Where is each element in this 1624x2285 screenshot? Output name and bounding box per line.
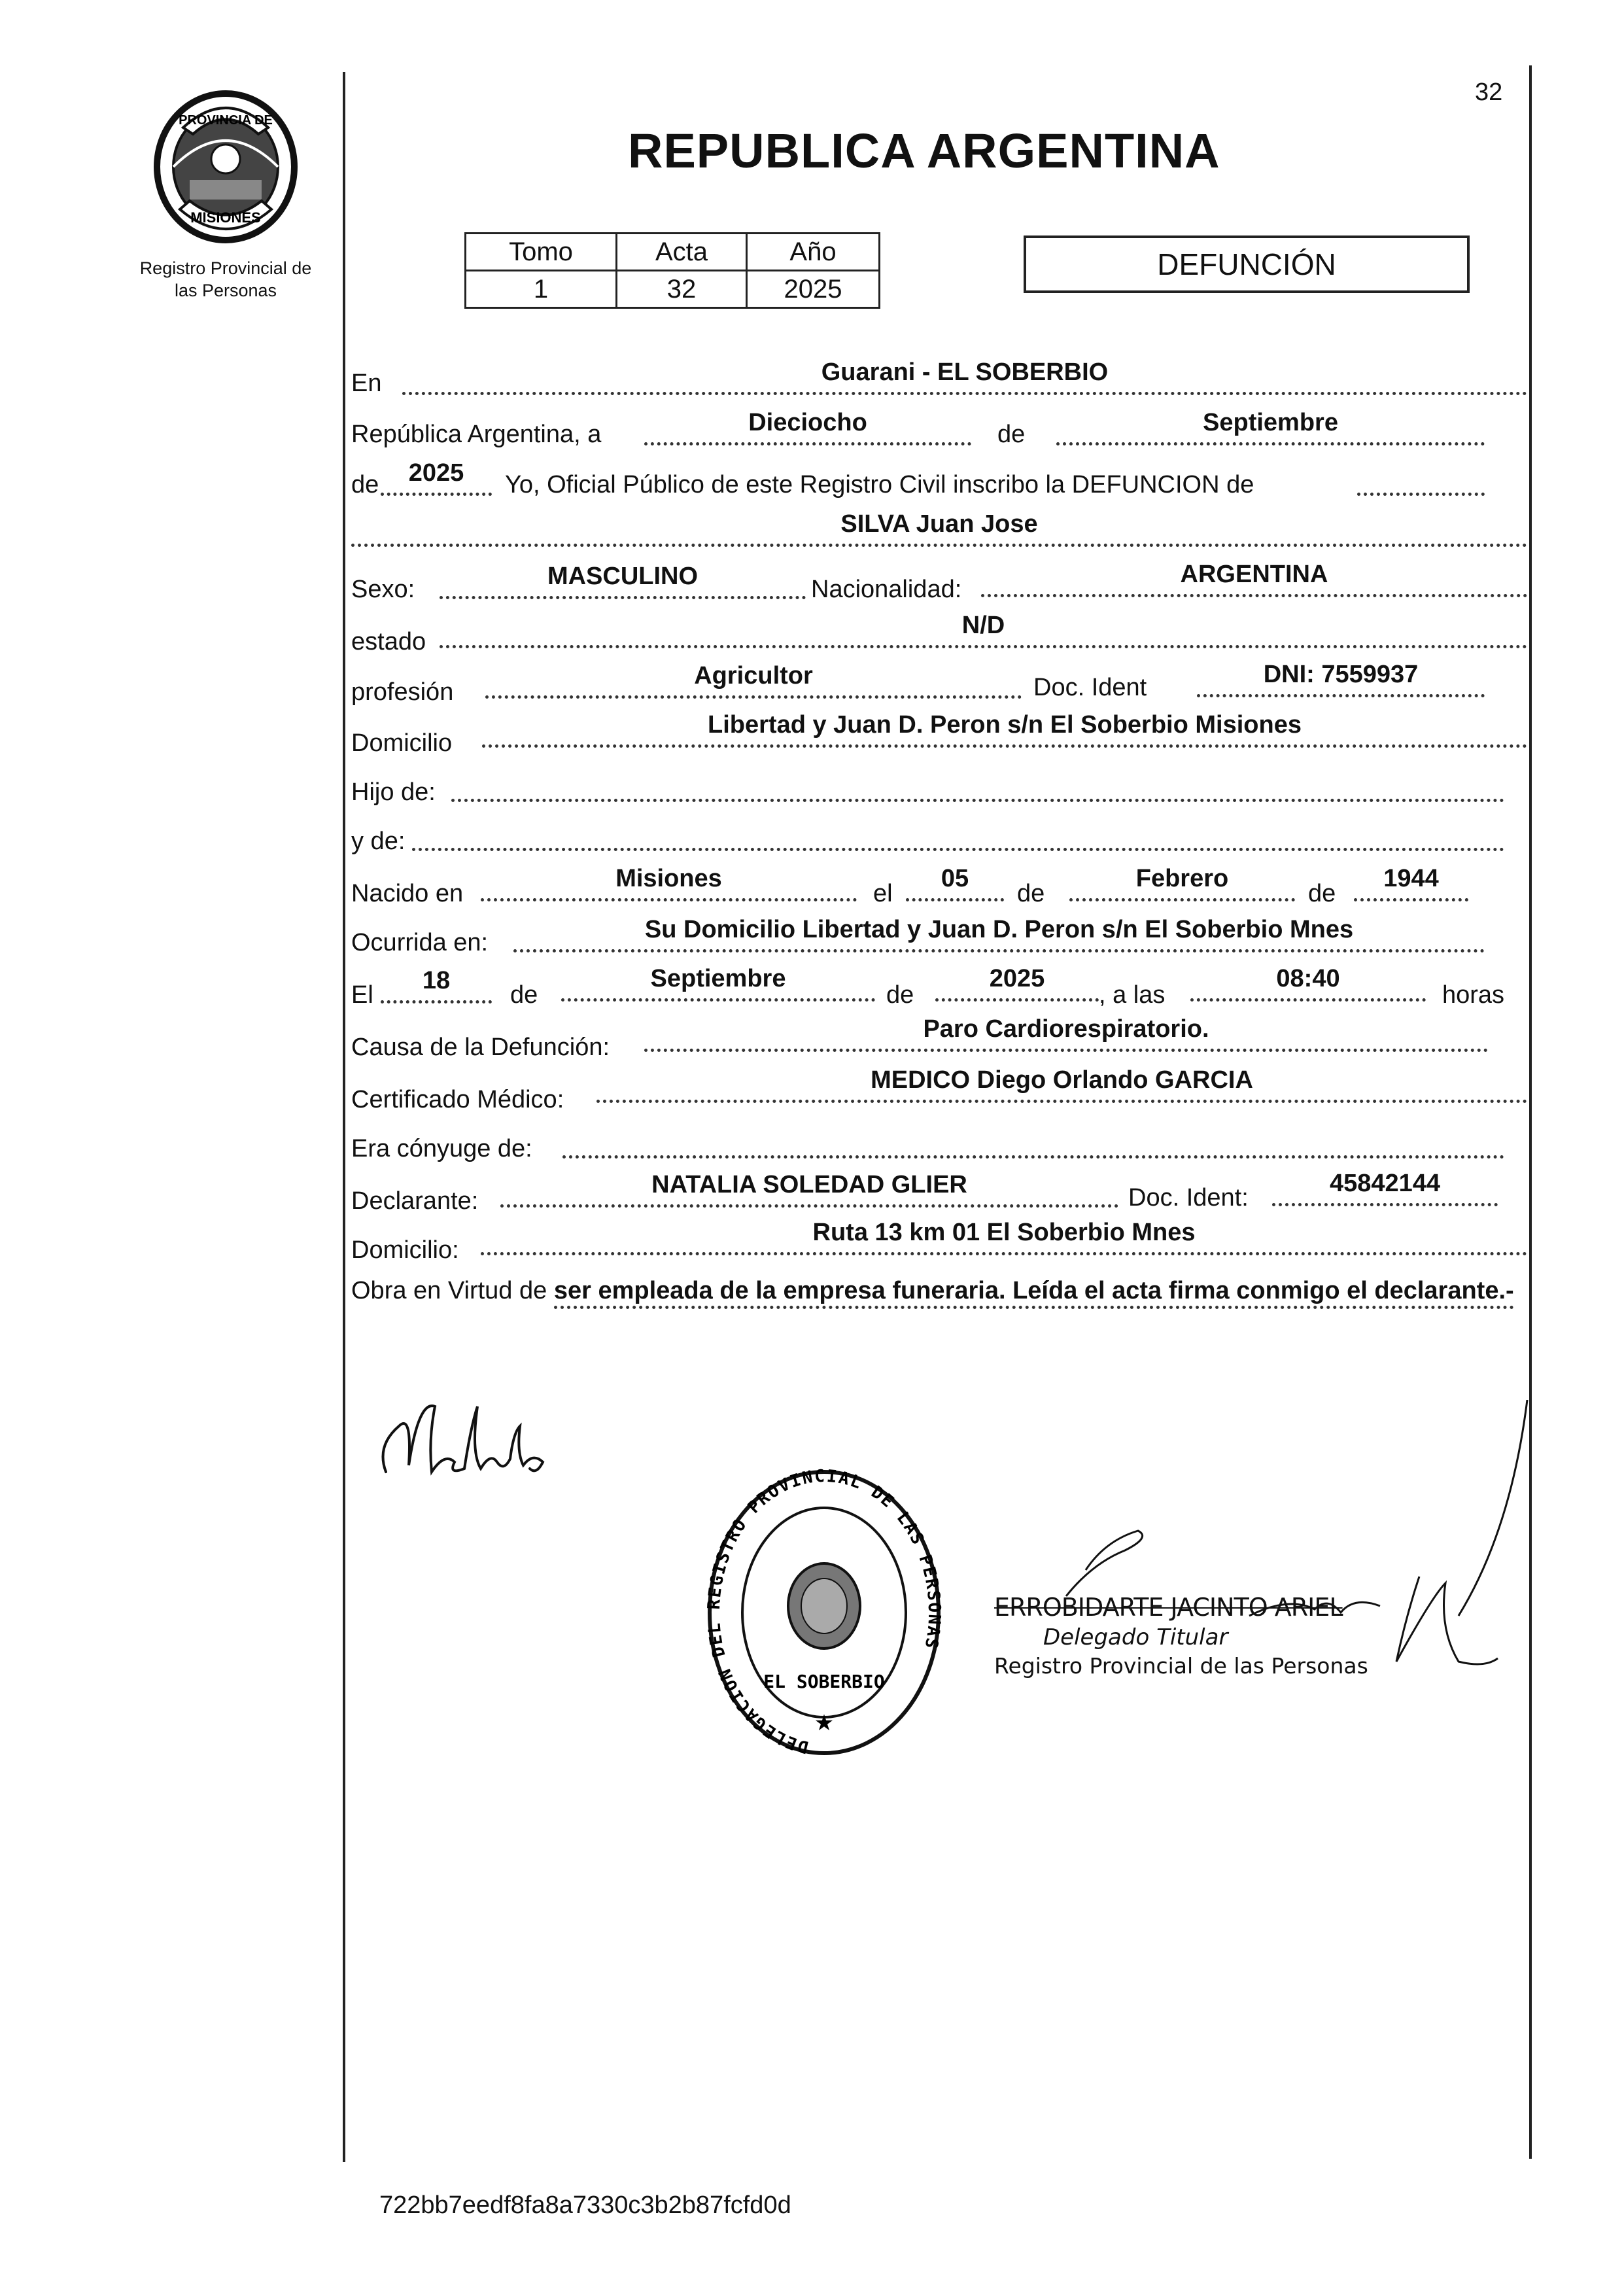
field-profesion: Agricultor: [485, 662, 1022, 699]
field-declarante-domicilio: Ruta 13 km 01 El Soberbio Mnes: [481, 1219, 1527, 1255]
field-ocurrida-en: Su Domicilio Libertad y Juan D. Peron s/n El Soberbio Mnes: [513, 916, 1485, 952]
right-margin-line: [1529, 65, 1532, 2159]
tomo-value: 1: [466, 271, 617, 308]
page-number: 32: [1475, 78, 1503, 106]
field-lugar: Guarani - EL SOBERBIO: [402, 358, 1527, 395]
obra-en-virtud: [351, 1272, 1529, 1309]
field-estado: N/D: [440, 612, 1527, 648]
field-mes: Septiembre: [1056, 409, 1485, 445]
document-type-box: DEFUNCIÓN: [1024, 235, 1470, 293]
field-nombre: SILVA Juan Jose: [351, 510, 1527, 547]
field-nac-dia: 05: [906, 865, 1004, 901]
label-a-las: , a las: [1099, 981, 1166, 1009]
label-causa: Causa de la Defunción:: [351, 1034, 610, 1061]
field-dia: Dieciocho: [644, 409, 971, 445]
label-republica: República Argentina, a: [351, 421, 602, 448]
svg-text:EL SOBERBIO: EL SOBERBIO: [763, 1671, 885, 1692]
field-certificado: MEDICO Diego Orlando GARCIA: [596, 1066, 1527, 1103]
anio-value: 2025: [747, 271, 880, 308]
tomo-header: Tomo: [466, 234, 617, 271]
label-declarante: Declarante:: [351, 1187, 479, 1215]
field-causa: Paro Cardiorespiratorio.: [644, 1015, 1488, 1052]
registry-label: Registro Provincial de las Personas: [139, 258, 312, 300]
official-name: ERROBIDARTE JACINTO ARIEL: [994, 1593, 1343, 1622]
svg-text:MISIONES: MISIONES: [190, 209, 261, 226]
label-obra: Obra en Virtud de: [351, 1277, 547, 1304]
label-certificado: Certificado Médico:: [351, 1086, 564, 1113]
label-nacionalidad: Nacionalidad:: [811, 576, 962, 603]
label-sexo: Sexo:: [351, 576, 415, 603]
field-obra: ser empleada de la empresa funeraria. Leída el acta firma conmigo el declarante.-: [554, 1277, 1514, 1309]
page-title: REPUBLICA ARGENTINA: [628, 124, 1220, 178]
official-org: Registro Provincial de las Personas: [994, 1653, 1368, 1679]
field-anio: 2025: [381, 459, 492, 496]
misiones-province-logo: [144, 88, 307, 245]
label-estado: estado: [351, 628, 426, 655]
acta-value: 32: [617, 271, 747, 308]
field-declarante-doc: 45842144: [1272, 1170, 1498, 1206]
document-hash: 722bb7eedf8fa8a7330c3b2b87fcfd0d: [379, 2191, 791, 2219]
field-anio-tail: [1357, 459, 1485, 496]
label-y-de: y de:: [351, 828, 406, 855]
official-role: Delegado Titular: [1043, 1624, 1228, 1650]
label-domicilio-declarante: Domicilio:: [351, 1236, 459, 1264]
label-ocurrida-en: Ocurrida en:: [351, 929, 489, 956]
label-doc-ident-declarante: Doc. Ident:: [1128, 1184, 1249, 1212]
declarant-signature: [373, 1387, 569, 1495]
label-de-def-mes: de: [510, 981, 538, 1009]
label-de-def-anio: de: [886, 981, 914, 1009]
field-domicilio: Libertad y Juan D. Peron s/n El Soberbio Misiones: [482, 711, 1527, 748]
field-sexo: MASCULINO: [440, 563, 806, 599]
field-declarante: NATALIA SOLEDAD GLIER: [500, 1171, 1118, 1208]
label-de-mes: de: [997, 421, 1026, 448]
field-def-dia: 18: [381, 967, 492, 1003]
label-profesion: profesión: [351, 678, 454, 706]
field-y-de: [412, 814, 1504, 851]
label-de-nac-mes: de: [1017, 880, 1045, 907]
field-def-anio: 2025: [935, 965, 1099, 1002]
official-signature-block: [994, 1593, 1368, 1679]
label-domicilio: Domicilio: [351, 729, 453, 757]
field-nac-mes: Febrero: [1069, 865, 1295, 901]
field-nac-anio: 1944: [1354, 865, 1468, 901]
label-de-nac-anio: de: [1308, 880, 1336, 907]
field-hijo-de: [451, 765, 1504, 802]
svg-text:PROVINCIA DE: PROVINCIA DE: [179, 113, 273, 128]
svg-text:DELEGACION DEL REGISTRO PROVIN: DELEGACION DEL REGISTRO PROVINCIAL DE LAS PERSONAS: [704, 1466, 944, 1757]
label-de-anio: de: [351, 471, 379, 498]
label-yo-oficial: Yo, Oficial Público de este Registro Civil inscribo la DEFUNCION de: [505, 471, 1254, 498]
anio-header: Año: [747, 234, 880, 271]
label-el: el: [873, 880, 893, 907]
label-hijo-de: Hijo de:: [351, 778, 436, 806]
field-def-hora: 08:40: [1190, 965, 1426, 1002]
label-conyuge: Era cónyuge de:: [351, 1135, 532, 1162]
registry-stamp: [700, 1462, 948, 1773]
label-horas: horas: [1442, 981, 1505, 1009]
field-nacido-en: Misiones: [481, 865, 857, 901]
field-doc-ident: DNI: 7559937: [1197, 661, 1485, 697]
tomo-acta-table: [464, 232, 880, 309]
label-doc-ident: Doc. Ident: [1033, 674, 1147, 701]
label-en: En: [351, 370, 382, 397]
svg-text:★: ★: [814, 1711, 835, 1736]
left-margin-line: [343, 72, 345, 2162]
label-nacido-en: Nacido en: [351, 880, 464, 907]
field-conyuge: [562, 1122, 1504, 1159]
label-el-cap: El: [351, 981, 373, 1009]
acta-header: Acta: [617, 234, 747, 271]
field-def-mes: Septiembre: [561, 965, 875, 1002]
field-nacionalidad: ARGENTINA: [981, 561, 1527, 597]
